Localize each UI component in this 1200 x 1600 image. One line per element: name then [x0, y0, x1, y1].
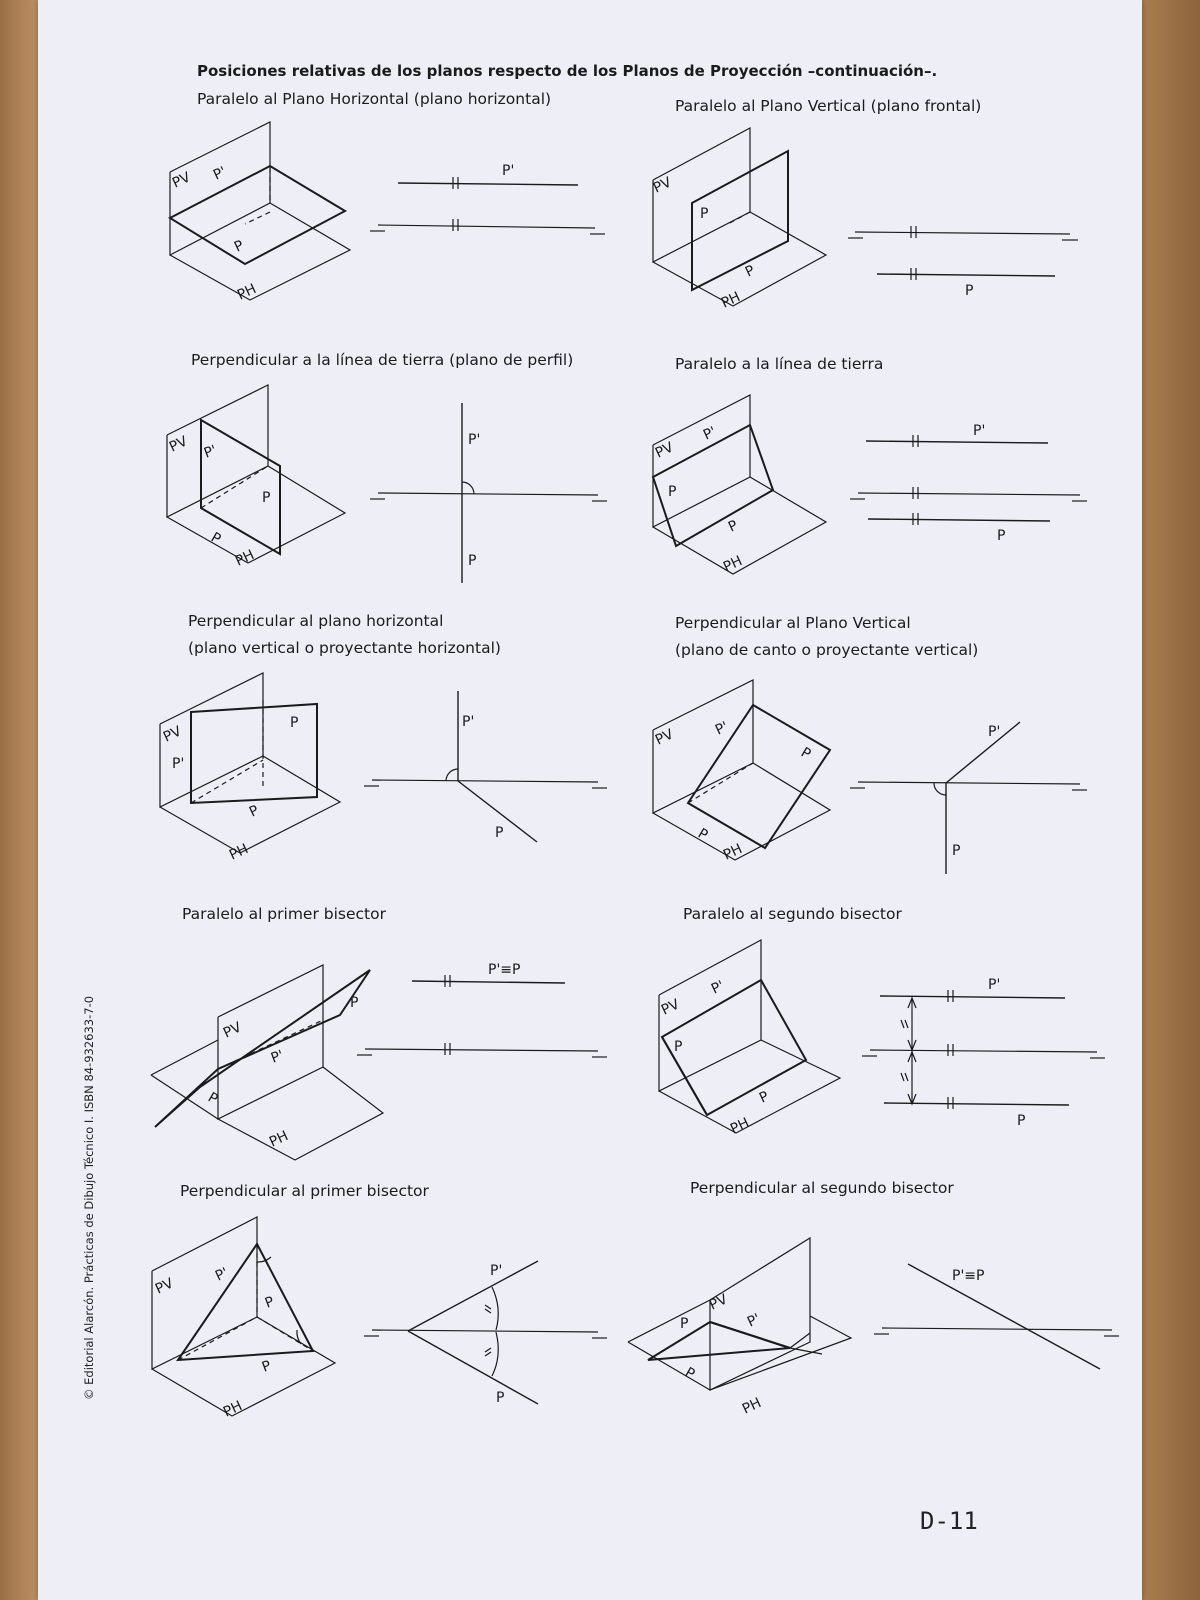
figure-perp-2b-perspective [628, 1238, 851, 1390]
label-pv-fig3: PV [166, 433, 191, 456]
label-p-fig2-diedric: P [965, 283, 974, 299]
page-title: Posiciones relativas de los planos respecto de los Planos de Proyección –continuación–. [197, 62, 938, 80]
label-ph-fig7: PH [266, 1128, 291, 1151]
copyright-notice: © Editorial Alarcón. Prácticas de Dibujo Técnico I. ISBN 84-932633-7-0 [82, 995, 96, 1400]
figure-horizontal-perspective [170, 122, 350, 300]
heading-horizontal: Paralelo al Plano Horizontal (plano horizontal) [197, 90, 552, 108]
heading-perfil: Perpendicular a la línea de tierra (plano de perfil) [191, 351, 574, 369]
heading-perp-2b: Perpendicular al segundo bisector [690, 1179, 954, 1197]
label-ph-fig1: PH [234, 281, 259, 304]
label-p-prime-fig1: P' [210, 163, 229, 184]
page-number: D-11 [920, 1507, 978, 1535]
label-p-fig6-diedric: P [952, 843, 961, 859]
label-pv-fig5: PV [160, 723, 185, 746]
label-p-prime-fig9-diedric: P' [490, 1263, 503, 1279]
label-pv-fig9: PV [152, 1275, 177, 1298]
label-pv-fig4: PV [652, 439, 677, 462]
figure-perfil-diedric [370, 403, 607, 583]
figure-par-1b-perspective [151, 965, 383, 1160]
figure-perp-1b-diedric [364, 1261, 607, 1404]
label-p-fig10: P [680, 1316, 689, 1332]
heading-perp-ph-2: (plano vertical o proyectante horizontal) [188, 639, 501, 657]
label-pv-fig6: PV [652, 726, 677, 749]
label-p-prime-fig10: P' [744, 1310, 763, 1331]
label-ph-fig6: PH [720, 841, 745, 864]
label-ph-fig3: PH [232, 547, 257, 570]
label-p-fig7-b: P [205, 1089, 221, 1108]
label-ph-fig8: PH [727, 1115, 752, 1138]
figure-frontal-perspective [650, 128, 826, 306]
label-ph-fig2: PH [718, 289, 743, 312]
label-pv-fig8: PV [658, 996, 683, 1019]
label-p-prime-eq-p-fig10: P'≡P [952, 1268, 985, 1284]
label-p-prime-fig4: P' [700, 423, 719, 444]
label-p-prime-fig3: P' [201, 442, 219, 462]
heading-perp-ph-1: Perpendicular al plano horizontal [188, 612, 444, 630]
label-p-fig7: P [350, 995, 359, 1011]
label-p-prime-fig5: P' [172, 756, 185, 772]
figure-perfil-perspective [167, 385, 345, 563]
label-p-fig6-b: P [695, 825, 711, 844]
label-p-fig5: P [290, 715, 299, 731]
figure-paralelo-lt-diedric [850, 435, 1087, 525]
label-p-fig9: P [262, 1293, 277, 1312]
figure-perp-2b-diedric [874, 1264, 1119, 1369]
label-p-fig6: P [798, 744, 814, 763]
label-p-fig4-diedric: P [997, 528, 1006, 544]
heading-perp-1b: Perpendicular al primer bisector [180, 1182, 429, 1200]
label-ph-fig4: PH [720, 553, 745, 576]
figure-perp-ph-perspective [160, 673, 340, 853]
label-p-fig4: P [668, 484, 677, 500]
figure-par-2b-perspective [659, 940, 840, 1133]
label-p-prime-fig6-diedric: P' [988, 724, 1001, 740]
figure-par-1b-diedric [357, 975, 607, 1057]
label-p-fig4-b: P [725, 517, 741, 536]
label-p-fig1: P [231, 237, 247, 256]
label-p-fig2-b: P [742, 262, 758, 281]
figure-par-2b-diedric [862, 990, 1105, 1109]
heading-perp-pv-2: (plano de canto o proyectante vertical) [675, 641, 979, 659]
label-p-prime-fig8-diedric: P' [988, 977, 1001, 993]
label-ph-fig9: PH [220, 1398, 245, 1421]
heading-par-2b: Paralelo al segundo bisector [683, 905, 902, 923]
heading-par-1b: Paralelo al primer bisector [182, 905, 386, 923]
label-p-fig2: P [700, 206, 709, 222]
heading-frontal: Paralelo al Plano Vertical (plano frontal) [675, 97, 982, 115]
heading-paralelo-lt: Paralelo a la línea de tierra [675, 355, 884, 373]
label-p-fig3-b: P [208, 529, 224, 548]
label-p-prime-fig7: P' [268, 1047, 286, 1067]
label-p-fig5-b: P [246, 802, 262, 821]
label-p-prime-eq-p-fig7: P'≡P [488, 962, 521, 978]
figure-perp-1b-perspective [152, 1217, 335, 1416]
label-p-fig8-b: P [756, 1088, 772, 1107]
label-pv-fig7: PV [220, 1019, 245, 1042]
label-p-fig3: P [262, 490, 271, 506]
label-p-fig10-b: P [682, 1364, 698, 1383]
label-pv-fig10: PV [706, 1291, 731, 1314]
figure-perp-pv-perspective [653, 680, 830, 860]
label-pv-fig2: PV [650, 174, 675, 197]
label-p-prime-fig1-diedric: P' [502, 163, 515, 179]
label-pv-fig1: PV [169, 169, 194, 192]
figure-paralelo-lt-perspective [653, 395, 826, 574]
label-p-fig9-b: P [259, 1357, 274, 1376]
label-p-fig5-diedric: P [495, 825, 504, 841]
label-ph-fig10: PH [739, 1395, 764, 1418]
label-p-prime-fig9: P' [212, 1264, 231, 1285]
figure-horizontal-diedric [370, 177, 605, 234]
figure-perp-pv-diedric [850, 722, 1087, 874]
label-p-prime-fig4-diedric: P' [973, 423, 986, 439]
label-p-prime-fig6: P' [712, 718, 731, 739]
figure-perp-ph-diedric [364, 691, 607, 842]
label-ph-fig5: PH [226, 841, 251, 864]
label-p-fig3-diedric: P [468, 553, 477, 569]
label-p-fig8-diedric: P [1017, 1113, 1026, 1129]
label-p-prime-fig5-diedric: P' [462, 714, 475, 730]
label-p-fig8: P [674, 1039, 683, 1055]
label-p-prime-fig8: P' [708, 977, 727, 998]
label-p-prime-fig3-diedric: P' [468, 432, 481, 448]
figure-frontal-diedric [848, 226, 1078, 280]
label-p-fig9-diedric: P [496, 1390, 505, 1406]
heading-perp-pv-1: Perpendicular al Plano Vertical [675, 614, 911, 632]
